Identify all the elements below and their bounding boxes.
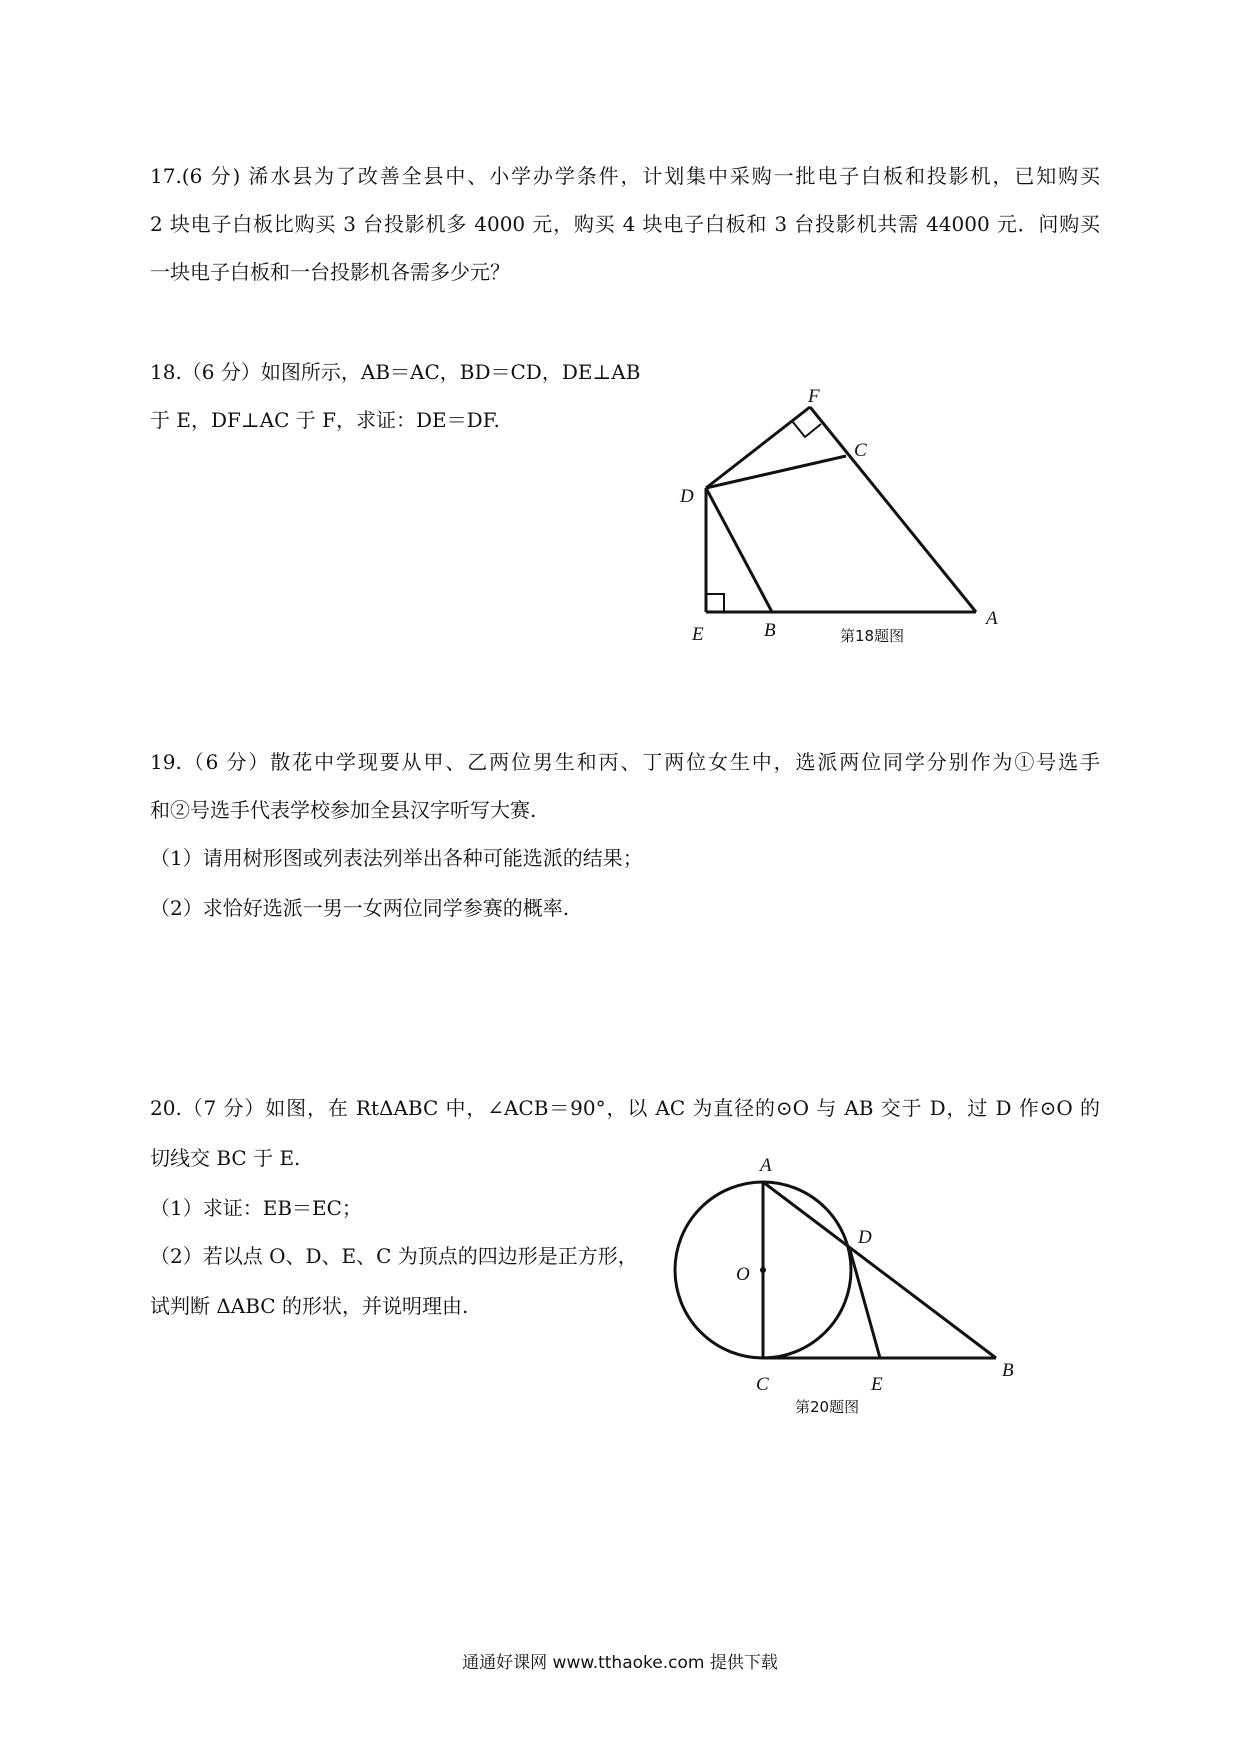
q18-segment-fa	[810, 407, 976, 612]
q20-label-c: C	[756, 1374, 769, 1395]
q20-figure	[0, 1100, 1240, 1430]
q17-line-1: 17.(6 分) 浠水县为了改善全县中、小学办学条件，计划集中采购一批电子白板和投影机，已知购买	[150, 164, 1100, 188]
q20-part-2-line-2: 试判断 ΔABC 的形状，并说明理由.	[150, 1294, 469, 1318]
q19-line-2: 和②号选手代表学校参加全县汉字听写大赛.	[150, 798, 537, 822]
q17-line-2: 2 块电子白板比购买 3 台投影机多 4000 元，购买 4 块电子白板和 3 台投影机共需 44000 元．问购买	[150, 212, 1100, 236]
q19-line-1: 19.（6 分）散花中学现要从甲、乙两位男生和丙、丁两位女生中，选派两位同学分别作为①号选手	[150, 750, 1100, 774]
q18-figure	[0, 0, 1240, 720]
page-footer: 通通好课网 www.tthaoke.com 提供下载	[462, 1653, 778, 1673]
q18-line-1: 18.（6 分）如图所示，AB＝AC，BD＝CD，DE⊥AB	[150, 360, 641, 384]
q18-line-2: 于 E，DF⊥AC 于 F，求证：DE＝DF.	[150, 408, 500, 432]
q20-line-2: 切线交 BC 于 E.	[150, 1146, 301, 1170]
q20-part-2-line-1: （2）若以点 O、D、E、C 为顶点的四边形是正方形，	[150, 1244, 638, 1268]
q20-label-o: O	[736, 1264, 750, 1285]
q19-part-1: （1）请用树形图或列表法列举出各种可能选派的结果；	[150, 846, 643, 870]
q20-label-d: D	[858, 1227, 872, 1248]
q20-label-a: A	[760, 1155, 772, 1176]
q20-center-o	[760, 1267, 766, 1273]
q20-caption: 第20题图	[795, 1398, 860, 1416]
q20-label-b: B	[1002, 1360, 1014, 1381]
q18-label-a: A	[986, 608, 998, 629]
q20-segment-ab	[763, 1182, 996, 1358]
q18-label-f: F	[808, 386, 820, 407]
q20-part-1: （1）求证：EB＝EC；	[150, 1196, 362, 1220]
q20-label-e: E	[871, 1374, 883, 1395]
q18-label-b: B	[764, 620, 776, 641]
q18-label-d: D	[680, 486, 694, 507]
q17-line-3: 一块电子白板和一台投影机各需多少元？	[150, 260, 510, 284]
q20-line-1: 20.（7 分）如图，在 RtΔABC 中，∠ACB＝90°，以 AC 为直径的⊙O 与 AB 交于 D，过 D 作⊙O 的	[150, 1096, 1100, 1120]
q18-caption: 第18题图	[840, 627, 905, 645]
q18-right-angle-e	[706, 594, 724, 612]
q18-label-c: C	[854, 440, 867, 461]
q18-label-e: E	[692, 624, 704, 645]
q19-part-2: （2）求恰好选派一男一女两位同学参赛的概率.	[150, 896, 570, 920]
q18-right-angle-f	[792, 421, 821, 437]
